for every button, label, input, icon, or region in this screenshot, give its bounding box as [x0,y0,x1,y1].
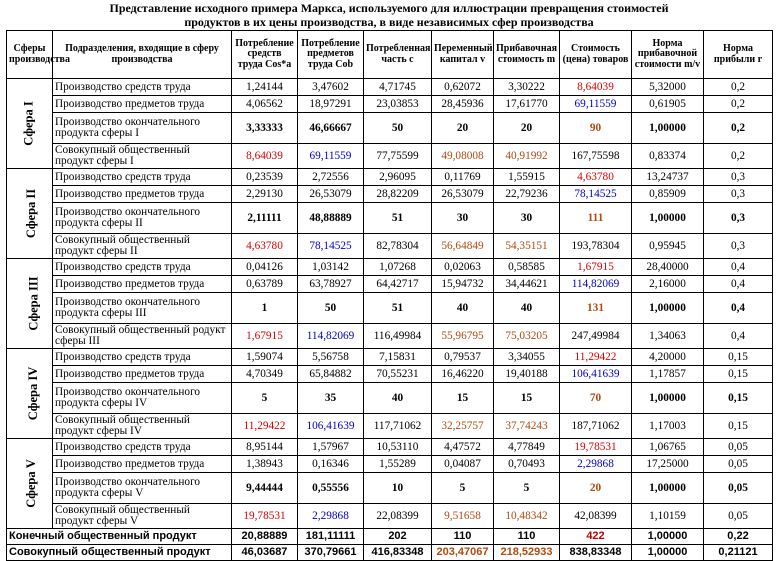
table-row [7,366,773,383]
value-cell: 117,71062 [364,414,432,439]
total-value-cell: 1,00000 [632,529,704,545]
total-value-cell: 370,79661 [298,545,364,561]
total-value-cell: 181,11111 [298,529,364,545]
value-cell: 11,29422 [232,414,298,439]
value-cell: 0,04126 [232,259,298,276]
value-cell: 0,15 [704,414,773,439]
value-cell: 4,77849 [494,439,560,456]
header-cos-a: Потребление средств труда Cos*a [232,31,298,79]
header-price: Стоимость (цена) товаров [560,31,632,79]
value-cell: 5,32000 [632,79,704,96]
value-cell: 0,3 [704,169,773,186]
value-cell: 0,2 [704,96,773,113]
value-cell: 1,34063 [632,324,704,349]
total-value-cell: 0,22 [704,529,773,545]
division-name: Совокупный общественный родукт сферы III [53,324,232,349]
table-row [7,349,773,366]
value-cell: 0,05 [704,473,773,504]
table-row [7,259,773,276]
value-cell: 3,30222 [494,79,560,96]
value-cell: 4,06562 [232,96,298,113]
value-cell: 1,24144 [232,79,298,96]
value-cell: 1,00000 [632,113,704,144]
value-cell: 26,53079 [432,186,494,203]
value-cell: 1,10159 [632,504,704,529]
division-name: Совокупный общественный продукт сферы I [53,144,232,169]
value-cell: 116,49984 [364,324,432,349]
table-row [7,144,773,169]
header-v: Переменный капитал v [432,31,494,79]
division-name: Производство окончательного продукта сферы III [53,293,232,324]
value-cell: 3,33333 [232,113,298,144]
value-cell: 0,15 [704,383,773,414]
division-name: Производство предметов труда [53,366,232,383]
value-cell: 15,94732 [432,276,494,293]
value-cell: 1,57967 [298,439,364,456]
value-cell: 56,64849 [432,234,494,259]
value-cell: 70,55231 [364,366,432,383]
value-cell: 1,67915 [232,324,298,349]
total-value-cell: 422 [560,529,632,545]
division-name: Производство средств труда [53,439,232,456]
value-cell: 4,71745 [364,79,432,96]
table-row [7,234,773,259]
table-row [7,324,773,349]
marx-table [6,30,773,561]
title-line-1: Представление исходного примера Маркса, используемого для иллюстрации превращения стоимостей [109,1,669,15]
value-cell: 13,24737 [632,169,704,186]
header-mv: Норма прибавочной стоимости m/v [632,31,704,79]
total-row [7,545,773,561]
division-name: Производство средств труда [53,169,232,186]
sphere-label: Сфера IV [26,366,41,420]
value-cell: 4,20000 [632,349,704,366]
value-cell: 0,11769 [432,169,494,186]
value-cell: 167,75598 [560,144,632,169]
value-cell: 247,49984 [560,324,632,349]
value-cell: 0,83374 [632,144,704,169]
division-name: Производство окончательного продукта сферы I [53,113,232,144]
value-cell: 1,07268 [364,259,432,276]
value-cell: 8,64039 [560,79,632,96]
value-cell: 70 [560,383,632,414]
sphere-label: Сфера II [24,188,39,238]
value-cell: 34,44621 [494,276,560,293]
value-cell: 2,96095 [364,169,432,186]
total-value-cell: 203,47067 [432,545,494,561]
value-cell: 10 [364,473,432,504]
value-cell: 15 [432,383,494,414]
value-cell: 50 [364,113,432,144]
value-cell: 2,16000 [632,276,704,293]
value-cell: 19,78531 [232,504,298,529]
value-cell: 0,4 [704,324,773,349]
total-value-cell: 110 [432,529,494,545]
value-cell: 16,46220 [432,366,494,383]
value-cell: 8,95144 [232,439,298,456]
value-cell: 20 [432,113,494,144]
header-row [7,31,773,79]
value-cell: 82,78304 [364,234,432,259]
header-r: Норма прибыли r [704,31,773,79]
value-cell: 20 [560,473,632,504]
value-cell: 111 [560,203,632,234]
value-cell: 18,97291 [298,96,364,113]
table-row [7,473,773,504]
value-cell: 187,71062 [560,414,632,439]
value-cell: 4,63780 [560,169,632,186]
value-cell: 8,64039 [232,144,298,169]
value-cell: 0,95945 [632,234,704,259]
value-cell: 64,42717 [364,276,432,293]
table-row [7,186,773,203]
value-cell: 0,04087 [432,456,494,473]
value-cell: 65,84882 [298,366,364,383]
value-cell: 1,00000 [632,473,704,504]
value-cell: 106,41639 [298,414,364,439]
value-cell: 0,4 [704,259,773,276]
division-name: Производство средств труда [53,259,232,276]
header-division: Подразделения, входящие в сферу производства [53,31,232,79]
value-cell: 30 [432,203,494,234]
sphere-label-cell [7,259,53,349]
header-sphere: Сферы производства [7,31,53,79]
value-cell: 50 [298,293,364,324]
value-cell: 19,78531 [560,439,632,456]
value-cell: 114,82069 [298,324,364,349]
value-cell: 0,63789 [232,276,298,293]
value-cell: 78,14525 [560,186,632,203]
table-row [7,169,773,186]
value-cell: 54,35151 [494,234,560,259]
sphere-label-cell [7,169,53,259]
value-cell: 1,38943 [232,456,298,473]
value-cell: 32,25757 [432,414,494,439]
value-cell: 0,15 [704,366,773,383]
value-cell: 17,61770 [494,96,560,113]
value-cell: 131 [560,293,632,324]
value-cell: 0,85909 [632,186,704,203]
value-cell: 0,3 [704,203,773,234]
value-cell: 48,88889 [298,203,364,234]
total-value-cell: 46,03687 [232,545,298,561]
value-cell: 0,16346 [298,456,364,473]
value-cell: 40 [364,383,432,414]
value-cell: 23,03853 [364,96,432,113]
value-cell: 5,56758 [298,349,364,366]
table-row [7,113,773,144]
header-cob: Потребление предметов труда Cob [298,31,364,79]
title-line-2: продуктов в их цены производства, в виде независимых сфер производства [184,15,594,29]
value-cell: 10,53110 [364,439,432,456]
value-cell: 0,05 [704,456,773,473]
value-cell: 1,17003 [632,414,704,439]
header-m: Прибавочная стоимость m [494,31,560,79]
total-value-cell: 0,21121 [704,545,773,561]
table-row [7,96,773,113]
sphere-label: Сфера I [21,100,36,146]
value-cell: 69,11559 [560,96,632,113]
value-cell: 1,55915 [494,169,560,186]
value-cell: 49,08008 [432,144,494,169]
value-cell: 4,63780 [232,234,298,259]
value-cell: 3,47602 [298,79,364,96]
table-row [7,414,773,439]
division-name: Производство предметов труда [53,96,232,113]
table-row [7,456,773,473]
value-cell: 1,00000 [632,383,704,414]
value-cell: 78,14525 [298,234,364,259]
value-cell: 1,03142 [298,259,364,276]
value-cell: 5 [494,473,560,504]
value-cell: 1,67915 [560,259,632,276]
division-name: Производство окончательного продукта сферы V [53,473,232,504]
division-name: Производство предметов труда [53,276,232,293]
value-cell: 40 [494,293,560,324]
value-cell: 1,55289 [364,456,432,473]
value-cell: 37,74243 [494,414,560,439]
sphere-label-cell [7,439,53,529]
value-cell: 51 [364,203,432,234]
value-cell: 0,2 [704,144,773,169]
value-cell: 51 [364,293,432,324]
value-cell: 0,02063 [432,259,494,276]
sphere-label-cell [7,79,53,169]
value-cell: 28,82209 [364,186,432,203]
value-cell: 2,11111 [232,203,298,234]
value-cell: 7,15831 [364,349,432,366]
value-cell: 17,25000 [632,456,704,473]
value-cell: 1 [232,293,298,324]
value-cell: 0,23539 [232,169,298,186]
division-name: Производство окончательного продукта сферы II [53,203,232,234]
value-cell: 0,4 [704,293,773,324]
value-cell: 1,59074 [232,349,298,366]
page-title [0,0,778,30]
value-cell: 4,47572 [432,439,494,456]
value-cell: 55,96795 [432,324,494,349]
value-cell: 22,08399 [364,504,432,529]
value-cell: 1,00000 [632,293,704,324]
header-c: Потребленная часть c [364,31,432,79]
total-value-cell: 218,52933 [494,545,560,561]
table-row [7,293,773,324]
total-value-cell: 110 [494,529,560,545]
table-row [7,203,773,234]
division-name: Производство окончательного продукта сферы IV [53,383,232,414]
value-cell: 0,15 [704,349,773,366]
value-cell: 0,79537 [432,349,494,366]
value-cell: 106,41639 [560,366,632,383]
division-name: Производство предметов труда [53,186,232,203]
total-value-cell: 202 [364,529,432,545]
sphere-label: Сфера V [23,458,38,508]
value-cell: 1,17857 [632,366,704,383]
value-cell: 28,40000 [632,259,704,276]
value-cell: 90 [560,113,632,144]
value-cell: 11,29422 [560,349,632,366]
value-cell: 0,2 [704,79,773,96]
value-cell: 28,45936 [432,96,494,113]
value-cell: 46,66667 [298,113,364,144]
value-cell: 5 [232,383,298,414]
value-cell: 3,34055 [494,349,560,366]
division-name: Совокупный общественный продукт сферы II [53,234,232,259]
value-cell: 2,29130 [232,186,298,203]
total-name: Конечный общественный продукт [7,529,232,545]
value-cell: 63,78927 [298,276,364,293]
value-cell: 9,44444 [232,473,298,504]
value-cell: 4,70349 [232,366,298,383]
value-cell: 0,2 [704,113,773,144]
value-cell: 0,61905 [632,96,704,113]
value-cell: 0,58585 [494,259,560,276]
division-name: Производство предметов труда [53,456,232,473]
value-cell: 22,79236 [494,186,560,203]
total-value-cell: 838,83348 [560,545,632,561]
value-cell: 77,75599 [364,144,432,169]
value-cell: 20 [494,113,560,144]
value-cell: 2,29868 [560,456,632,473]
division-name: Производство средств труда [53,79,232,96]
value-cell: 193,78304 [560,234,632,259]
value-cell: 19,40188 [494,366,560,383]
value-cell: 0,3 [704,186,773,203]
division-name: Совокупный общественный продукт сферы V [53,504,232,529]
value-cell: 26,53079 [298,186,364,203]
value-cell: 69,11559 [298,144,364,169]
value-cell: 35 [298,383,364,414]
value-cell: 2,72556 [298,169,364,186]
division-name: Производство средств труда [53,349,232,366]
table-row [7,504,773,529]
value-cell: 2,29868 [298,504,364,529]
table-row [7,439,773,456]
value-cell: 114,82069 [560,276,632,293]
value-cell: 40,91992 [494,144,560,169]
value-cell: 5 [432,473,494,504]
total-name: Совокупный общественный продукт [7,545,232,561]
sphere-label-cell [7,349,53,439]
value-cell: 42,08399 [560,504,632,529]
value-cell: 1,06765 [632,439,704,456]
value-cell: 0,3 [704,234,773,259]
value-cell: 40 [432,293,494,324]
division-name: Совокупный общественный продукт сферы IV [53,414,232,439]
table-row [7,276,773,293]
value-cell: 0,4 [704,276,773,293]
value-cell: 9,51658 [432,504,494,529]
value-cell: 0,70493 [494,456,560,473]
sphere-label: Сфера III [26,275,41,331]
value-cell: 75,03205 [494,324,560,349]
value-cell: 15 [494,383,560,414]
table-row [7,79,773,96]
value-cell: 0,05 [704,504,773,529]
total-value-cell: 1,00000 [632,545,704,561]
total-row [7,529,773,545]
total-value-cell: 416,83348 [364,545,432,561]
value-cell: 0,05 [704,439,773,456]
value-cell: 0,62072 [432,79,494,96]
table-row [7,383,773,414]
value-cell: 1,00000 [632,203,704,234]
value-cell: 30 [494,203,560,234]
value-cell: 10,48342 [494,504,560,529]
value-cell: 0,55556 [298,473,364,504]
total-value-cell: 20,88889 [232,529,298,545]
